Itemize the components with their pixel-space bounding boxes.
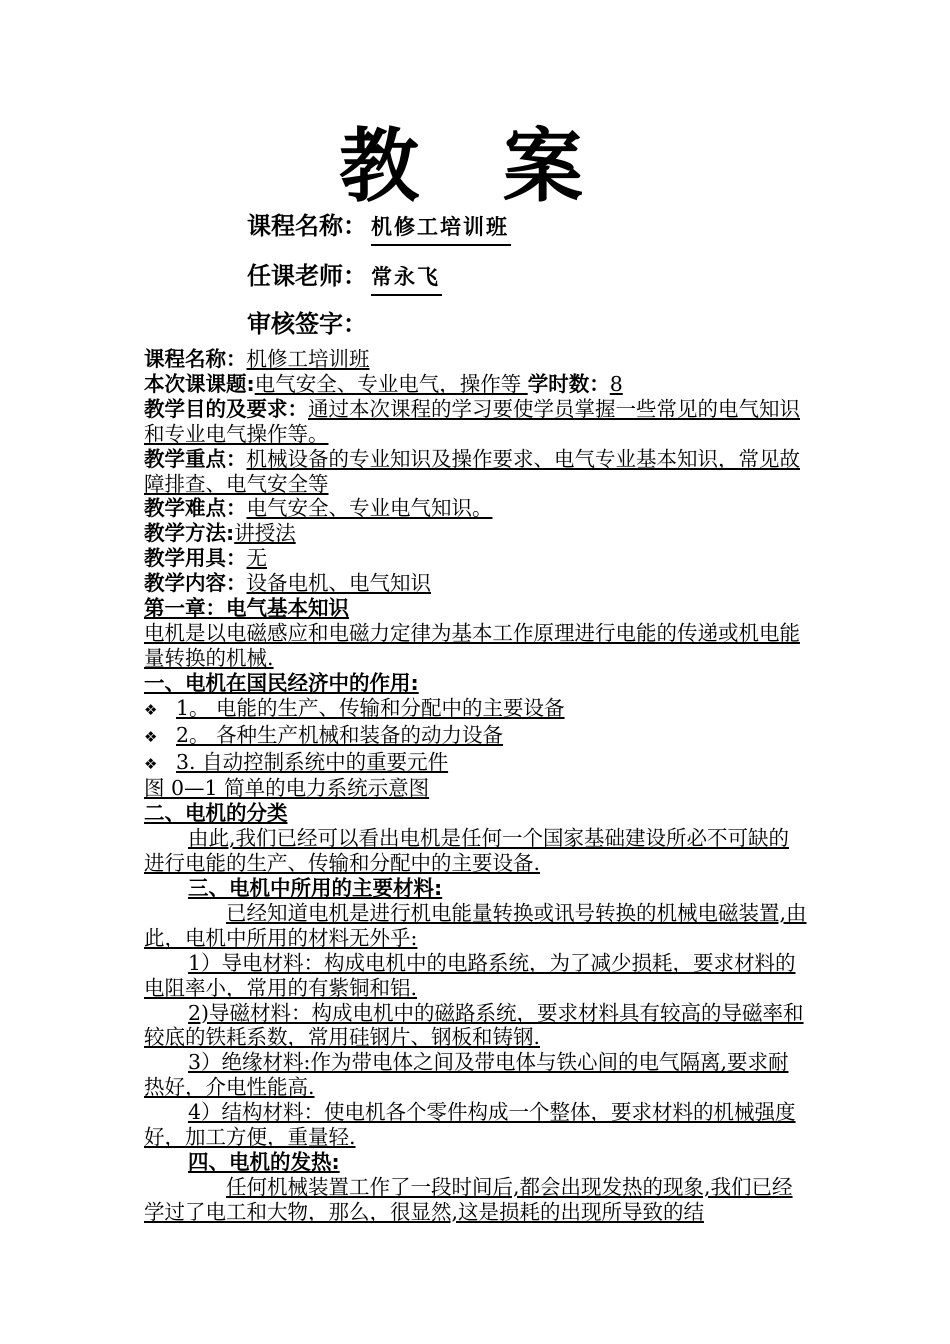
cover-teacher-line	[247, 256, 442, 296]
goal-label: 教学目的及要求：	[144, 396, 308, 421]
info-tools	[144, 546, 808, 571]
chapter-heading: 第一章：电气基本知识	[144, 596, 349, 621]
section-2-heading: 二、电机的分类	[144, 801, 288, 826]
difficulty-value: 电气安全、专业电气知识。	[246, 496, 493, 521]
info-course-name	[144, 347, 808, 372]
section-3-intro: 已经知道电机是进行机电能量转换或讯号转换的机械电磁装置,由此，电机中所用的材料无外乎:	[144, 900, 807, 950]
info-method	[144, 521, 808, 546]
cover-review-label: 审核签字：	[247, 310, 367, 338]
material-item: 4）结构材料：使电机各个零件构成一个整体，要求材料的机械强度好，加工方便，重量轻.	[144, 1100, 796, 1150]
tools-label: 教学用具：	[144, 546, 247, 571]
list-item	[144, 750, 808, 777]
material-item: 3）绝缘材料:作为带电体之间及带电体与铁心间的电气隔离,要求耐热好，介电性能高.	[144, 1050, 789, 1100]
section-4-heading: 四、电机的发热:	[188, 1150, 340, 1174]
method-value: 讲授法	[234, 521, 296, 546]
hours-value: 8	[609, 371, 623, 396]
course-name-value: 机修工培训班	[246, 347, 370, 371]
focus-value: 机械设备的专业知识及操作要求、电气专业基本知识，常见故障排查、电气安全等	[144, 446, 800, 496]
difficulty-label: 教学难点：	[144, 496, 247, 521]
cover-teacher-value: 常永飞	[371, 260, 442, 296]
section-3-heading: 三、电机中所用的主要材料:	[188, 876, 443, 901]
diamond-bullet-icon: ❖	[144, 727, 158, 746]
section-4-paragraph: 任何机械装置工作了一段时间后,都会出现发热的现象,我们已经学过了电工和大物，那么，很显然,这是损耗的出现所导致的结	[144, 1174, 793, 1224]
page-title: 教 案	[339, 119, 611, 213]
goal-value: 通过本次课程的学习要使学员掌握一些常见的电气知识和专业电气操作等。	[144, 396, 800, 446]
list-item	[144, 696, 808, 723]
cover-course-value: 机修工培训班	[371, 210, 511, 246]
focus-label: 教学重点：	[144, 446, 247, 471]
info-goal	[144, 397, 808, 447]
topic-label: 本次课课题:	[144, 371, 255, 396]
list-item-text: 2。 各种生产机械和装备的动力设备	[176, 722, 504, 747]
tools-value: 无	[246, 546, 267, 571]
section-1-heading: 一、电机在国民经济中的作用:	[144, 670, 419, 695]
info-topic	[144, 372, 808, 397]
diamond-bullet-icon: ❖	[144, 700, 158, 719]
diamond-bullet-icon: ❖	[144, 754, 158, 773]
info-content	[144, 571, 808, 596]
cover-course-line	[247, 206, 511, 246]
cover-course-label: 课程名称：	[247, 212, 367, 240]
list-item-text: 3. 自动控制系统中的重要元件	[176, 749, 449, 774]
material-item: 2)导磁材料：构成电机中的磁路系统，要求材料具有较高的导磁率和较底的铁耗系数，常用硅钢片、钢板和铸钢.	[144, 1000, 804, 1050]
topic-value: 电气安全、专业电气，操作等	[254, 371, 528, 396]
list-item	[144, 723, 808, 750]
section-2-paragraph: 由此,我们已经可以看出电机是任何一个国家基础建设所必不可缺的进行电能的生产、传输和分配中的主要设备.	[144, 826, 790, 876]
info-focus	[144, 447, 808, 497]
info-difficulty	[144, 496, 808, 521]
figure-caption: 图 0—1 简单的电力系统示意图	[144, 776, 430, 801]
document-body	[144, 347, 808, 1225]
hours-label: 学时数：	[527, 371, 610, 396]
cover-teacher-label: 任课老师：	[247, 262, 367, 290]
cover-review-line	[247, 304, 367, 344]
material-item: 1）导电材料：构成电机中的电路系统，为了减少损耗，要求材料的电阻率小，常用的有紫铜和铝.	[144, 950, 796, 1000]
list-item-text: 1。 电能的生产、传输和分配中的主要设备	[176, 695, 565, 720]
course-name-label: 课程名称：	[144, 347, 247, 371]
intro-paragraph: 电机是以电磁感应和电磁力定律为基本工作原理进行电能的传递或机电能量转换的机械.	[144, 620, 800, 670]
content-value: 设备电机、电气知识	[246, 571, 431, 596]
content-label: 教学内容：	[144, 571, 247, 596]
method-label: 教学方法:	[144, 521, 235, 546]
